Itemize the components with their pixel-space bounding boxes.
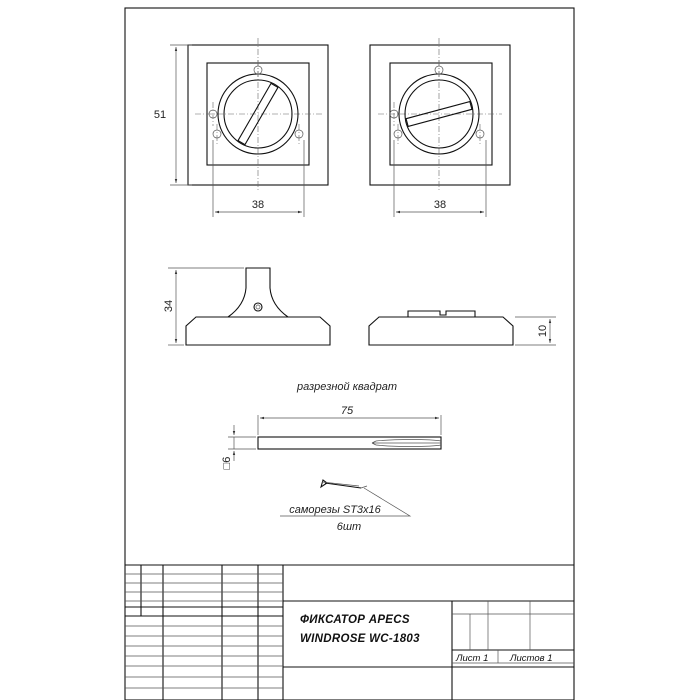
sheet-number: Лист 1 — [456, 653, 489, 664]
sheets-total: Листов 1 — [510, 653, 553, 664]
dim-75-label: 75 — [340, 405, 354, 417]
side-view-right — [369, 311, 513, 345]
dim-square-6-label: □6 — [221, 456, 233, 470]
dim-10-label: 10 — [537, 324, 549, 338]
dim-34-label: 34 — [163, 299, 175, 313]
dimension-height-side — [163, 268, 244, 345]
screws-caption: саморезы ST3x16 — [289, 504, 381, 516]
screws-quantity: 6шт — [336, 521, 362, 533]
split-square-rod — [258, 437, 441, 449]
dimension-width-front-right — [394, 140, 486, 217]
product-title-line2: WINDROSE WC-1803 — [300, 633, 420, 645]
dimension-rod-length — [258, 405, 441, 435]
front-view-left — [188, 38, 328, 192]
dimension-rod-square — [221, 425, 256, 469]
front-view-right — [370, 38, 510, 192]
dimension-thickness — [515, 317, 556, 345]
dimension-height-front — [154, 45, 192, 185]
rod-caption: разрезной квадрат — [297, 381, 397, 393]
sheet-frame — [125, 8, 574, 700]
dim-51-label: 51 — [153, 109, 167, 121]
product-title-line1: ФИКСАТОР APECS — [300, 614, 410, 626]
dimension-width-front-left — [213, 140, 304, 217]
side-view-left — [186, 268, 330, 345]
dim-38-right-label: 38 — [433, 199, 447, 211]
screw-illustration — [321, 480, 367, 488]
dim-38-left-label: 38 — [251, 199, 265, 211]
